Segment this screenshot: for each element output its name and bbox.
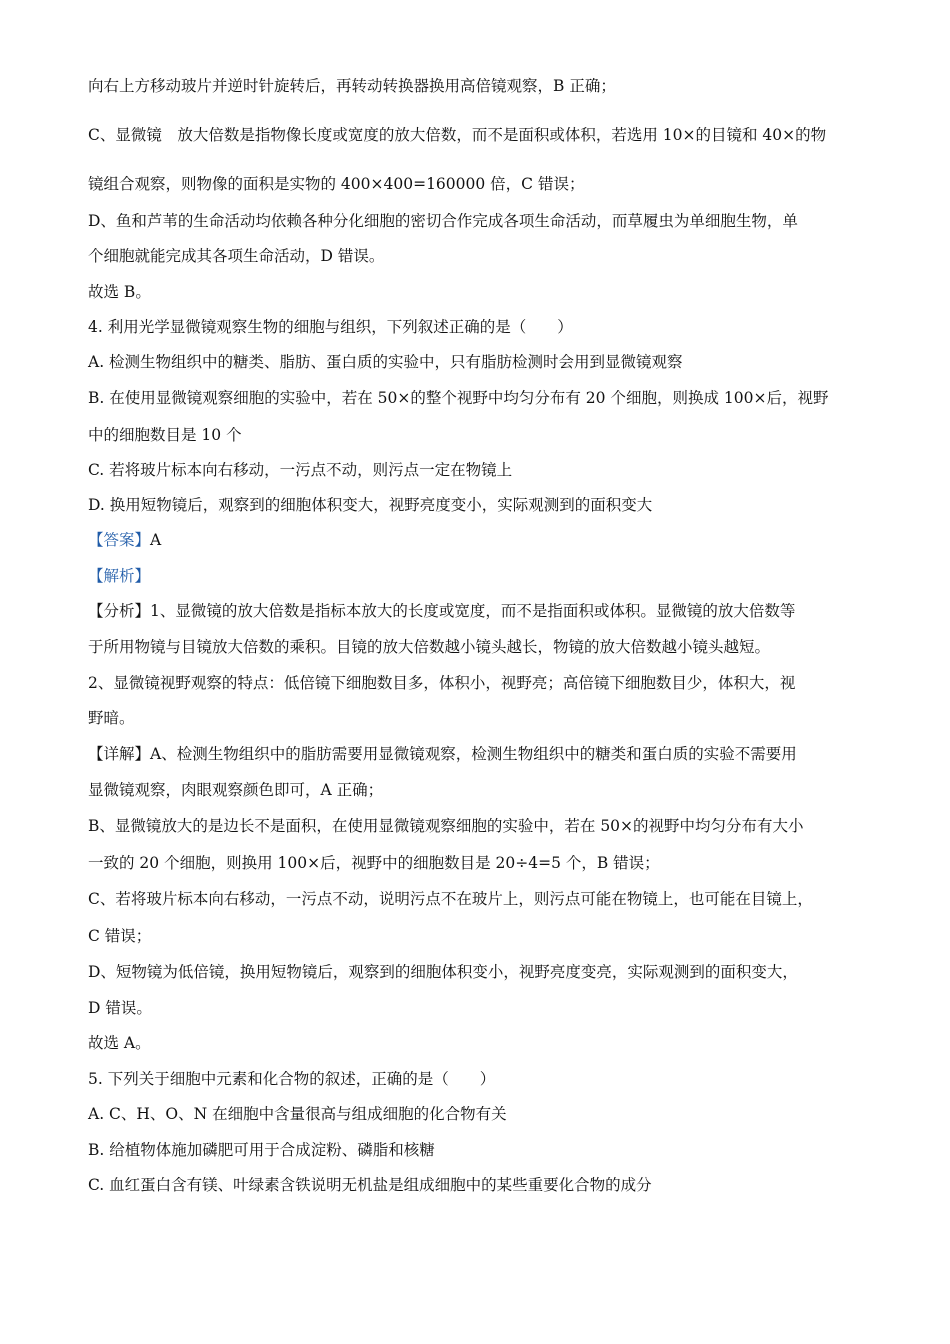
text-line: C、显微镜 放大倍数是指物像长度或宽度的放大倍数，而不是面积或体积，若选用 10×的目镜和 40×的物 [88,126,827,144]
answer-tag: 【答案】 [88,531,151,549]
text-line: D、鱼和芦苇的生命活动均依赖各种分化细胞的密切合作完成各项生命活动，而草履虫为单细胞生物，单 [88,212,798,230]
detail-text: A、检测生物组织中的脂肪需要用显微镜观察，检测生物组织中的糖类和蛋白质的实验不需要用 [150,745,797,763]
question-4-option-a: A. 检测生物组织中的糖类、脂肪、蛋白质的实验中，只有脂肪检测时会用到显微镜观察 [88,353,683,371]
text-line: 中的细胞数目是 10 个 [88,426,242,444]
detail-line [88,743,868,765]
question-4-option-b: B. 在使用显微镜观察细胞的实验中，若在 50×的整个视野中均匀分布有 20 个细胞，则换成 100×后，视野 [88,389,829,407]
text-line: 故选 A。 [88,1034,151,1052]
text-line: 镜组合观察，则物像的面积是实物的 400×400=160000 倍，C 错误； [88,175,585,193]
question-5-option-a: A. C、H、O、N 在细胞中含量很高与组成细胞的化合物有关 [88,1105,507,1123]
question-4-option-c: C. 若将玻片标本向右移动，一污点不动，则污点一定在物镜上 [88,461,513,479]
question-4-stem: 4. 利用光学显微镜观察生物的细胞与组织，下列叙述正确的是（ ） [88,318,573,336]
text-line: 故选 B。 [88,283,151,301]
analysis-tag: 【解析】 [88,567,151,585]
text-line: 个细胞就能完成其各项生命活动，D 错误。 [88,247,385,265]
fenxi-text: 1、显微镜的放大倍数是指标本放大的长度或宽度，而不是指面积或体积。显微镜的放大倍数等 [150,602,796,620]
text-line: B、显微镜放大的是边长不是面积，在使用显微镜观察细胞的实验中，若在 50×的视野中均匀分布有大小 [88,817,804,835]
text-line: C 错误； [88,927,152,945]
answer-value: A [150,531,162,549]
text-line: 一致的 20 个细胞，则换用 100×后，视野中的细胞数目是 20÷4=5 个，B 错误； [88,854,660,872]
text-line: 2、显微镜视野观察的特点：低倍镜下细胞数目多，体积小，视野亮；高倍镜下细胞数目少，体积大，视 [88,674,796,692]
text-line: C、若将玻片标本向右移动，一污点不动，说明污点不在玻片上，则污点可能在物镜上，也可能在目镜上， [88,890,813,908]
detail-tag: 【详解】 [88,745,151,763]
text-line: D、短物镜为低倍镜，换用短物镜后，观察到的细胞体积变小，视野亮度变亮，实际观测到的面积变大， [88,963,798,981]
text-line: 于所用物镜与目镜放大倍数的乘积。目镜的放大倍数越小镜头越长，物镜的放大倍数越小镜头越短。 [88,638,771,656]
analysis-line [88,565,868,587]
text-line: 野暗。 [88,709,135,727]
question-5-stem: 5. 下列关于细胞中元素和化合物的叙述，正确的是（ ） [88,1070,496,1088]
fenxi-line [88,600,868,622]
text-line: 显微镜观察，肉眼观察颜色即可，A 正确； [88,781,384,799]
answer-line [88,529,868,551]
question-4-option-d: D. 换用短物镜后，观察到的细胞体积变大，视野亮度变小，实际观测到的面积变大 [88,496,653,514]
text-line: D 错误。 [88,999,152,1017]
fenxi-tag: 【分析】 [88,602,151,620]
text-line: 向右上方移动玻片并逆时针旋转后，再转动转换器换用高倍镜观察，B 正确； [88,77,616,95]
question-5-option-b: B. 给植物体施加磷肥可用于合成淀粉、磷脂和核糖 [88,1141,435,1159]
question-5-option-c: C. 血红蛋白含有镁、叶绿素含铁说明无机盐是组成细胞中的某些重要化合物的成分 [88,1176,652,1194]
